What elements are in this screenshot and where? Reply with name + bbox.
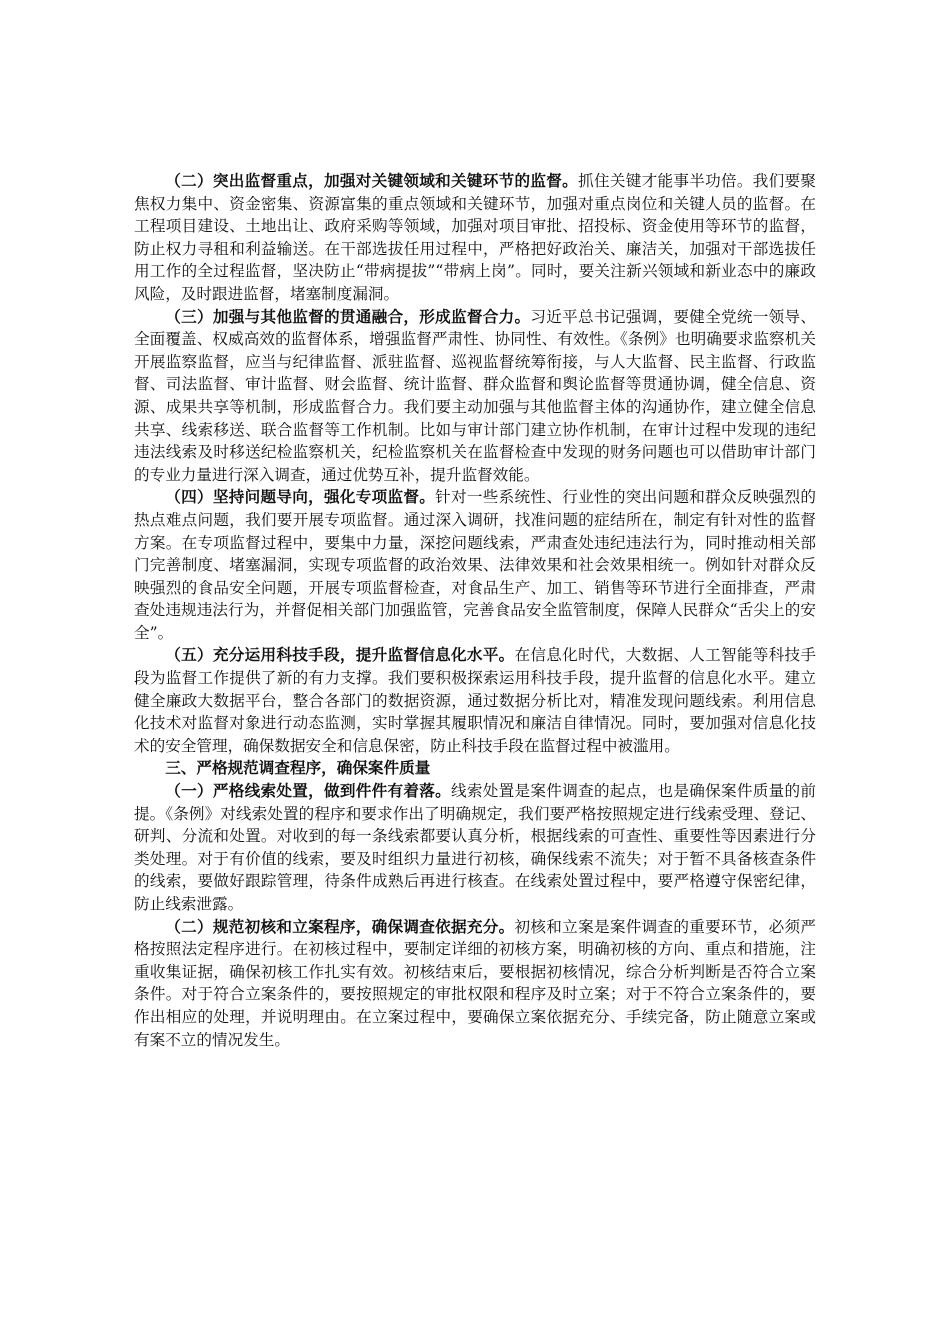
paragraph-lead: （三）加强与其他监督的贯通融合，形成监督合力。 bbox=[165, 306, 531, 326]
paragraph-lead: （二）规范初核和立案程序，确保调查依据充分。 bbox=[165, 916, 515, 936]
paragraph-text: 初核和立案是案件调查的重要环节，必须严格按照法定程序进行。在初核过程中，要制定详细的初核方案，明确初核的方向、重点和措施，注重收集证据，确保初核工作扎实有效。初核结束后，要根据初核情况，综合分析判断是否符合立案条件。对于符合立案条件的，要按照规定的审批权限和程序及时立案；对于不符合立案条件的，要作出相应的处理，并说明理由。在立案过程中，要确保立案依据充分、手续完备，防止随意立案或有案不立的情况发生。 bbox=[134, 917, 816, 1049]
paragraph-2-3 bbox=[134, 306, 816, 487]
document-body bbox=[134, 170, 816, 1051]
paragraph-text: 针对一些系统性、行业性的突出问题和群众反映强烈的热点难点问题，我们要开展专项监督。通过深入调研，找准问题的症结所在，制定有针对性的监督方案。在专项监督过程中，要集中力量，深挖问题线索，严肃查处违纪违法行为，同时推动相关部门完善制度、堵塞漏洞，实现专项监督的政治效果、法律效果和社会效果相统一。例如针对群众反映强烈的食品安全问题，开展专项监督检查，对食品生产、加工、销售等环节进行全面排查，严肃查处违规违法行为，并督促相关部门加强监管，完善食品安全监管制度，保障人民群众“舌尖上的安全”。 bbox=[134, 488, 816, 642]
paragraph-2-4 bbox=[134, 486, 816, 644]
paragraph-lead: （二）突出监督重点，加强对关键领域和关键环节的监督。 bbox=[165, 171, 579, 190]
paragraph-text: 在信息化时代，大数据、人工智能等科技手段为监督工作提供了新的有力支撑。我们要积极探索运用科技手段，提升监督的信息化水平。建立健全廉政大数据平台，整合各部门的数据资源，通过数据分析比对，精准发现问题线索。利用信息化技术对监督对象进行动态监测，实时掌握其履职情况和廉洁自律情况。同时，要加强对信息化技术的安全管理，确保数据安全和信息保密，防止科技手段在监督过程中被滥用。 bbox=[134, 646, 816, 755]
paragraph-2-2 bbox=[134, 170, 816, 306]
paragraph-lead: （一）严格线索处置，做到件件有着落。 bbox=[165, 781, 452, 801]
section-heading-3: 三、严格规范调查程序，确保案件质量 bbox=[165, 758, 431, 778]
paragraph-3-1 bbox=[134, 780, 816, 916]
paragraph-text: 抓住关键才能事半功倍。我们要聚焦权力集中、资金密集、资源富集的重点领域和关键环节，加强对重点岗位和关键人员的监督。在工程项目建设、土地出让、政府采购等领域，加强对项目审批、招投标、资金使用等环节的监督，防止权力寻租和利益输送。在干部选拔任用过程中，严格把好政治关、廉洁关，加强对干部选拔任用工作的全过程监督，坚决防止“带病提拔”“带病上岗”。同时，要关注新兴领域和新业态中的廉政风险，及时跟进监督，堵塞制度漏洞。 bbox=[134, 172, 816, 303]
paragraph-lead: （四）坚持问题导向，强化专项监督。 bbox=[165, 487, 436, 507]
paragraph-lead: （五）充分运用科技手段，提升监督信息化水平。 bbox=[165, 645, 515, 665]
paragraph-text: 线索处置是案件调查的起点，也是确保案件质量的前提。《条例》对线索处置的程序和要求作出了明确规定，我们要严格按照规定进行线索受理、登记、研判、分流和处置。对收到的每一条线索都要认真分析，根据线索的可查性、重要性等因素进行分类处理。对于有价值的线索，要及时组织力量进行初核，确保线索不流失；对于暂不具备核查条件的线索，要做好跟踪管理，待条件成熟后再进行核查。在线索处置过程中，要严格遵守保密纪律，防止线索泄露。 bbox=[134, 782, 816, 913]
paragraph-3-2 bbox=[134, 916, 816, 1052]
paragraph-2-5 bbox=[134, 644, 816, 757]
paragraph-text: 习近平总书记强调，要健全党统一领导、全面覆盖、权威高效的监督体系，增强监督严肃性、协同性、有效性。《条例》也明确要求监察机关开展监察监督，应当与纪律监督、派驻监督、巡视监督统筹衔接，与人大监督、民主监督、行政监督、司法监督、审计监督、财会监督、统计监督、群众监督和舆论监督等贯通协调，健全信息、资源、成果共享等机制，形成监督合力。我们要主动加强与其他监督主体的沟通协作，建立健全信息共享、线索移送、联合监督等工作机制。比如与审计部门建立协作机制，在审计过程中发现的违纪违法线索及时移送纪检监察机关，纪检监察机关在监督检查中发现的财务问题也可以借助审计部门的专业力量进行深入调查，通过优势互补，提升监督效能。 bbox=[134, 307, 816, 484]
